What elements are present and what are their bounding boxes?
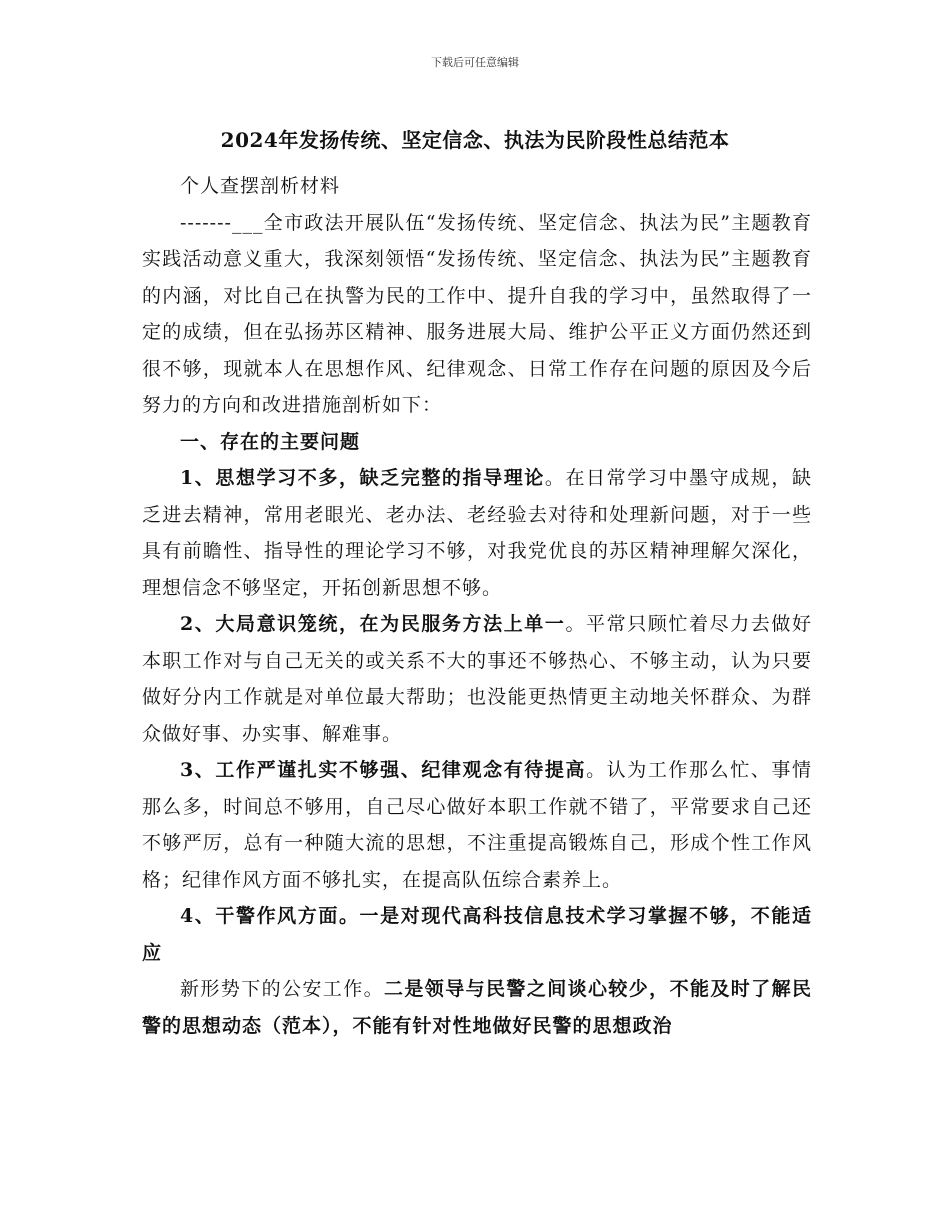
- item-1-heading: 1、思想学习不多，缺乏完整的指导理论: [180, 467, 545, 489]
- subtitle-text: 个人查摆剖析材料: [180, 175, 341, 197]
- document-title: 2024年发扬传统、坚定信念、执法为民阶段性总结范本: [220, 128, 730, 152]
- intro-text: -------___全市政法开展队伍“发扬传统、坚定信念、执法为民”主题教育实践活动意义重大，我深刻领悟“发扬传统、坚定信念、执法为民”主题教育的内涵，对比自己在执警为民的工作中、提升自我的学习中，虽然取得了一定的成绩，但在弘扬苏区精神、服务进展大局、维护公平正义方面仍然还到很不够，现就本人在思想作风、纪律观念、日常工作存在问题的原因及今后努力的方向和改进措施剖析如下：: [142, 211, 812, 416]
- item-2-text: 。平常只顾忙着尽力去做好本职工作对与自己无关的或关系不大的事还不够热心、不够主动，认为只要做好分内工作就是对单位最大帮助；也没能更热情更主动地关怀群众、为群众做好事、办实事、解难事。: [142, 613, 812, 745]
- item-4-bold-text: 二是领导与民警之间谈心较少，不能及时了解民警的思想动态（范本），不能有针对性地做好民警的思想政治: [142, 978, 812, 1037]
- section-heading: [142, 424, 812, 461]
- paragraph-intro: [142, 205, 812, 424]
- paragraph-item-4: [142, 898, 812, 971]
- item-3-heading: 3、工作严谨扎实不够强、纪律观念有待提高: [180, 759, 587, 781]
- paragraph-item-4-continued: [142, 971, 812, 1044]
- document-body: [142, 168, 812, 1044]
- item-1-text: 。在日常学习中墨守成规，缺乏进去精神，常用老眼光、老办法、老经验去对待和处理新问题，对于一些具有前瞻性、指导性的理论学习不够，对我党优良的苏区精神理解欠深化，理想信念不够坚定，开拓创新思想不够。: [142, 467, 812, 599]
- item-4-text: 新形势下的公安工作。: [180, 978, 384, 1000]
- paragraph-item-2: [142, 606, 812, 752]
- section-heading-text: 一、存在的主要问题: [180, 430, 361, 453]
- item-2-heading: 2、大局意识笼统，在为民服务方法上单一: [180, 613, 566, 635]
- paragraph-item-3: [142, 752, 812, 898]
- paragraph-subtitle: [142, 168, 812, 205]
- item-3-text: 。认为工作那么忙、事情那么多，时间总不够用，自己尽心做好本职工作就不错了，平常要求自己还不够严厉，总有一种随大流的思想，不注重提高锻炼自己，形成个性工作风格；纪律作风方面不够扎实，在提高队伍综合素养上。: [142, 759, 812, 891]
- paragraph-item-1: [142, 460, 812, 606]
- item-4-heading: 4、干警作风方面。一是对现代高科技信息技术学习掌握不够，不能适应: [142, 905, 812, 964]
- page-header: 下载后可任意编辑: [431, 56, 519, 69]
